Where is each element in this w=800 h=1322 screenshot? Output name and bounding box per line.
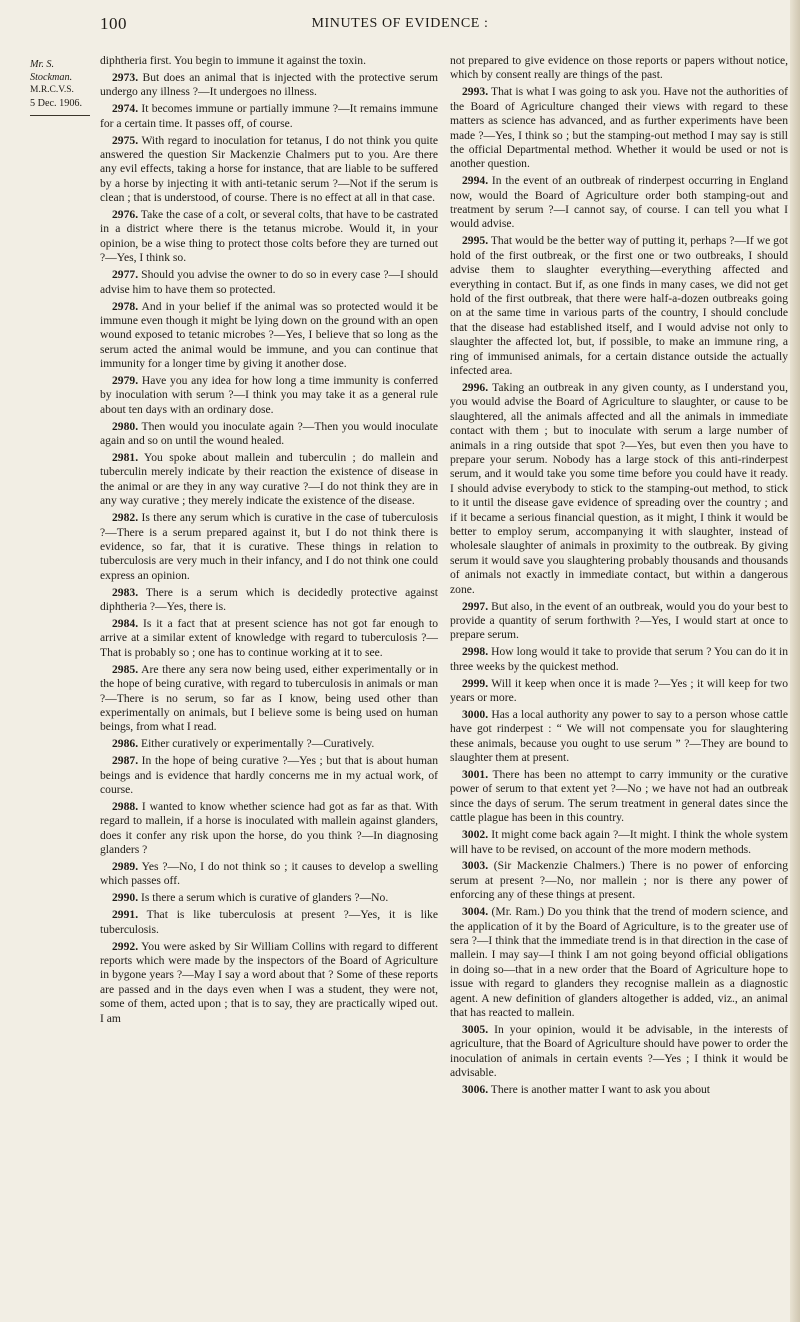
question-number: 2987. (112, 754, 139, 768)
evidence-paragraph (100, 420, 438, 449)
paragraph-text: Will it keep when once it is made ?—Yes ; it will keep for two years or more. (450, 676, 788, 704)
evidence-paragraph (100, 208, 438, 266)
evidence-paragraph (450, 859, 788, 902)
question-number: 2973. (112, 70, 139, 84)
paragraph-text: Is it a fact that at present science has not got far enough to arrive at a similar extent of knowledge with regard to tuberculosis ?—That is probably so ; one has to continue working at it to see. (100, 617, 438, 659)
running-title: MINUTES OF EVIDENCE : (311, 16, 489, 31)
paragraph-text: Has a local authority any power to say to a person whose cattle have got rinderpest : “ We will not compensate you for slaughtering these animals, because you ought to use serum ” ?—They are bound to slaughter them at present. (450, 707, 788, 765)
evidence-paragraph (450, 85, 788, 171)
paragraph-text: Taking an outbreak in any given county, as I understand you, you would advise the Board of Agriculture to slaughter, or cause to be slaughtered, all the animals affected and all the animals in immediate contact with them ; but to inoculate with serum a large number of animals in a ring outside that spot ?—Yes, but even then you have to prepare your serum. Nobody has a large stock of this anti-rinderpest serum, and it would take you some time before you could have it ready. I should advise everybody to stick to the stamping-out method, to stick to it until the disease gave evidence of spreading over the country ; and if it became a serious financial question, as it might, I think it would be better to employ serum, accompanying it with slaughter, instead of wholesale slaughter of animals in proximity to the outbreak. By giving serum it would save you slaughtering probably thousands and thousands of animals not exactly in immediate contact, but within a dangerous zone. (450, 380, 788, 596)
paragraph-text: not prepared to give evidence on those reports or papers without notice, which by consent really are things of the past. (450, 54, 788, 82)
evidence-paragraph (100, 586, 438, 615)
question-number: 2982. (112, 511, 139, 525)
question-number: 2980. (112, 419, 139, 433)
evidence-paragraph (100, 800, 438, 858)
question-number: 3002. (462, 828, 489, 842)
right-column (450, 54, 788, 1312)
evidence-paragraph (450, 677, 788, 706)
evidence-paragraph (450, 645, 788, 674)
question-number: 2992. (112, 939, 139, 953)
question-number: 2995. (462, 234, 489, 248)
evidence-paragraph (450, 381, 788, 597)
evidence-paragraph (100, 268, 438, 297)
paragraph-text: Have you any idea for how long a time immunity is conferred by inoculation with serum ?—I think you may take it as a general rule about ten days with an ordinary dose. (100, 374, 438, 416)
paragraph-text: In the event of an outbreak of rinderpest occurring in England now, would the Board of Agriculture order both stamping-out and treatment by serum ?—I cannot say, of course. I can tell you what I would advise. (450, 174, 788, 231)
paragraph-text: Then would you inoculate again ?—Then you would inoculate again and so on until the wound healed. (100, 419, 438, 448)
question-number: 2993. (462, 85, 489, 99)
paragraph-text: Take the case of a colt, or several colts, that have to be castrated in a district where there is the tetanus microbe. Would it, in your opinion, be a wise thing to protect those colts before they are turned out ?—Yes, I think so. (100, 208, 438, 265)
question-number: 2978. (112, 299, 139, 313)
paragraph-text: With regard to inoculation for tetanus, I do not think you quite answered the question Sir Mackenzie Chalmers put to you. Are there any evil effects, taking a horse for instance, that are liable to be suffered by a horse by injecting it with anti-tetanic serum ?—Not if the serum is clean ; that is understood, of course. There is no effect at all in that case. (100, 133, 438, 205)
question-number: 3003. (462, 859, 489, 873)
evidence-paragraph (100, 511, 438, 583)
question-number: 2983. (112, 585, 139, 599)
paragraph-text: In the hope of being curative ?—Yes ; but that is about human beings and is evidence that hardly concerns me in my actual work, of course. (100, 754, 438, 796)
evidence-paragraph (100, 891, 438, 905)
question-number: 3004. (462, 905, 489, 919)
question-number: 3006. (462, 1083, 489, 1097)
page-edge (790, 0, 800, 1322)
question-number: 2997. (462, 599, 489, 613)
evidence-paragraph (450, 174, 788, 232)
paragraph-text: diphtheria first. You begin to immune it against the toxin. (100, 54, 366, 67)
evidence-paragraph (100, 940, 438, 1026)
question-number: 2988. (112, 799, 139, 813)
paragraph-text: I wanted to know whether science had got as far as that. With regard to mallein, if a horse is inoculated with mallein against glanders, does it confer any risk upon the horse, do you think ?—In diagnosing glanders ? (100, 799, 438, 857)
evidence-paragraph (100, 908, 438, 937)
page-header (0, 8, 800, 38)
paragraph-text: It might come back again ?—It might. I think the whole system will have to be revised, on account of the more modern methods. (450, 828, 788, 856)
evidence-paragraph (100, 754, 438, 797)
margin-rule (30, 115, 90, 116)
paragraph-text: Is there any serum which is curative in the case of tuberculosis ?—There is a serum prepared against it, but I do not think there is evidence, so far, that it is curative. These things in relation to tuberculosis are very much in their infancy, and I do not think one could express an opinion. (100, 511, 438, 582)
evidence-paragraph (100, 663, 438, 735)
question-number: 2996. (462, 380, 489, 394)
paragraph-text: In your opinion, would it be advisable, in the interests of agriculture, that the Board of Agriculture should have power to order the inoculation of animals in certain events ?—Yes ; I think it would be advisable. (450, 1022, 788, 1080)
question-number: 2984. (112, 617, 139, 631)
evidence-date: 5 Dec. 1906. (30, 98, 83, 109)
evidence-paragraph (100, 134, 438, 206)
paragraph-text: Is there a serum which is curative of glanders ?—No. (138, 891, 389, 905)
evidence-paragraph (450, 1023, 788, 1081)
witness-qualifications: M.R.C.V.S. (30, 85, 74, 95)
question-number: 2975. (112, 133, 139, 147)
evidence-paragraph (100, 102, 438, 131)
evidence-paragraph (450, 54, 788, 83)
evidence-paragraph (100, 737, 438, 751)
page-number: 100 (100, 14, 127, 33)
paragraph-text: That is like tuberculosis at present ?—Yes, it is like tuberculosis. (100, 908, 438, 936)
paragraph-text: How long would it take to provide that serum ? You can do it in three weeks by the quickest method. (450, 645, 788, 673)
question-number: 2977. (112, 268, 139, 282)
question-number: 2990. (112, 891, 139, 905)
evidence-paragraph (450, 708, 788, 766)
question-number: 2974. (112, 102, 139, 116)
question-number: 2976. (112, 208, 139, 222)
paragraph-text: Either curatively or experimentally ?—Curatively. (138, 737, 375, 751)
margin-note (30, 58, 94, 116)
paragraph-text: There is a serum which is decidedly protective against diphtheria ?—Yes, there is. (100, 585, 438, 614)
paragraph-text: And in your belief if the animal was so protected would it be immune even though it might be lying down on the ground with an open wound exposed to tetanic microbes ?—Yes, I believe that so long as the serum acted the animal would be immune, and you can continue that immunity for a longer time by giving it another dose. (100, 299, 438, 371)
evidence-paragraph (100, 617, 438, 660)
paragraph-text: There has been no attempt to carry immunity or the curative power of serum to that extent yet ?—No ; we have not had an outbreak since the days of serum. The serum treatment in general dates since the cattle plague has been in this country. (450, 768, 788, 825)
evidence-paragraph (450, 828, 788, 857)
paragraph-text: You were asked by Sir William Collins with regard to different reports which were made by the inspectors of the Board of Agriculture in bygone years ?—May I say a word about that ? Some of these reports are passed and in the days even when I was a student, they were not, some of them, acted upon ; that is to say, they are practically wiped out. I am (100, 939, 438, 1025)
evidence-paragraph (450, 600, 788, 643)
paragraph-text: Are there any sera now being used, either experimentally or in the hope of being curative, with regard to tuberculosis in animals or man ?—There is no serum, so far as I know, being used other than experimentally on animals, but I believe some is being used on human beings, from what I read. (100, 662, 438, 734)
evidence-paragraph (100, 54, 438, 68)
question-number: 2979. (112, 374, 139, 388)
paragraph-text: It becomes immune or partially immune ?—It remains immune for a certain time. It passes off, of course. (100, 102, 438, 130)
question-number: 3005. (462, 1022, 489, 1036)
paragraph-text: Yes ?—No, I do not think so ; it causes to develop a swelling which passes off. (100, 860, 438, 888)
question-number: 3001. (462, 768, 489, 781)
evidence-paragraph (450, 234, 788, 378)
evidence-paragraph (450, 768, 788, 826)
question-number: 2991. (112, 908, 139, 922)
witness-name: Mr. S. (30, 59, 55, 70)
left-column (100, 54, 438, 1312)
question-number: 2998. (462, 645, 489, 659)
evidence-paragraph (450, 1083, 788, 1097)
paragraph-text: That would be the better way of putting it, perhaps ?—If we got hold of the first outbreak, or the first one or two outbreaks, I should advise them to slaughter everything—everything affected and everything in contact. But if, as one finds in many cases, we did not get hold of the first outbreak, that there were half-a-dozen outbreaks going on at the same time in various parts of the country, I should conclude that the disease had established itself, and I would advise not only to slaughter the affected lot, but, if possible, to make an immune ring, a ring of immunised animals, for a certain distance outside the actually infected area. (450, 234, 788, 378)
evidence-paragraph (100, 451, 438, 509)
witness-surname: Stockman. (30, 72, 73, 83)
paragraph-text: But does an animal that is injected with the protective serum undergo any illness ?—It undergoes no illness. (100, 70, 438, 99)
question-number: 2999. (462, 676, 489, 690)
evidence-paragraph (100, 860, 438, 889)
paragraph-text: You spoke about mallein and tuberculin ; do mallein and tuberculin merely indicate by their reaction the existence of disease in the animal or are they in any way curative ?—I do not think they are in any way curative ; they merely indicate the existence of the disease. (100, 451, 438, 508)
paragraph-text: There is another matter I want to ask you about (488, 1083, 711, 1097)
paragraph-text: Should you advise the owner to do so in every case ?—I should advise him to have them so protected. (100, 268, 438, 296)
paragraph-text: But also, in the event of an outbreak, would you do your best to provide a quantity of serum forthwith ?—Yes, I would start at once to prepare serum. (450, 599, 788, 642)
question-number: 3000. (462, 707, 489, 721)
evidence-paragraph (450, 905, 788, 1020)
question-number: 2989. (112, 860, 139, 874)
question-number: 2994. (462, 174, 489, 188)
evidence-paragraph (100, 300, 438, 372)
paragraph-text: (Sir Mackenzie Chalmers.) There is no power of enforcing serum at present ?—No, nor mallein ; nor is there any power of enforcing any of these things at present. (450, 859, 788, 902)
evidence-paragraph (100, 374, 438, 417)
question-number: 2985. (112, 662, 139, 676)
paragraph-text: That is what I was going to ask you. Have not the authorities of the Board of Agriculture changed their views with regard to these matters as science has advanced, and as further experiments have been made ?—Yes, I think so ; but the stamping-out method I may say is still the official Departmental method. Whether it would be used or not is another question. (450, 85, 788, 171)
question-number: 2986. (112, 737, 139, 751)
evidence-paragraph (100, 71, 438, 100)
question-number: 2981. (112, 451, 139, 465)
paragraph-text: (Mr. Ram.) Do you think that the trend of modern science, and the application of it by the Board of Agriculture, is to the greater use of sera ?—I think that the immediate trend is in that direction in the case of mallein. I may say—I think I am not going beyond official obligations in doing so—that in a new order that the Board of Agriculture hope to issue with regard to glanders they recognise mallein as a diagnostic agent. A new definition of glanders altogether is added, viz., an animal that has reacted to mallein. (450, 905, 788, 1019)
